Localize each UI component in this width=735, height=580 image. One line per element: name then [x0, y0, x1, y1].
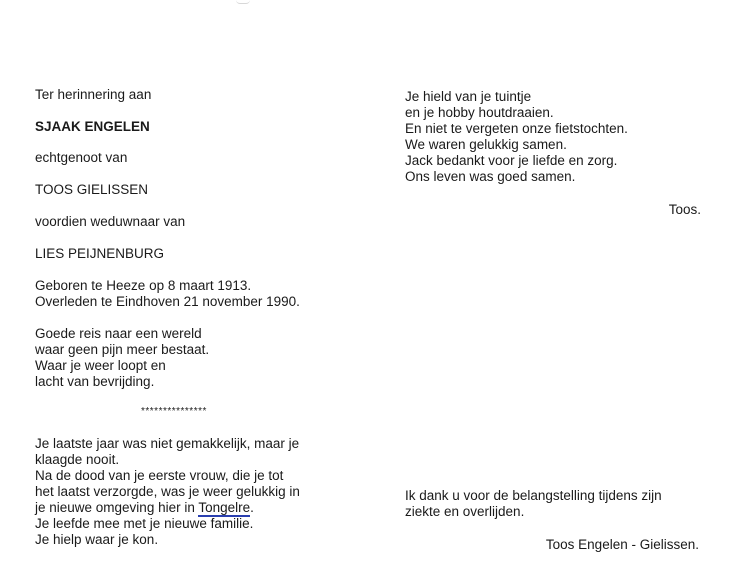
poem-line: Je hield van je tuintje — [405, 89, 532, 104]
poem-line: en je hobby houtdraaien. — [405, 105, 554, 120]
spouse-name: TOOS GIELISSEN — [35, 182, 149, 197]
paragraph-line: Na de dood van je eerste vrouw, die je tot — [35, 468, 284, 483]
poem-line: lacht van bevrijding. — [35, 374, 155, 389]
paragraph-line: het laatst verzorgde, was je weer gelukkig in — [35, 484, 300, 499]
place-name-underlined: Tongelre — [198, 500, 251, 515]
deceased-name: SJAAK ENGELEN — [35, 119, 150, 134]
thanks-note — [405, 488, 662, 520]
left-poem — [35, 326, 209, 390]
birth-line: Geboren te Heeze op 8 maart 1913. — [35, 278, 252, 293]
poem-line: Jack bedankt voor je liefde en zorg. — [405, 153, 618, 168]
relation-spouse-label: echtgenoot van — [35, 150, 128, 165]
paragraph-text: je nieuwe omgeving hier in — [35, 500, 199, 515]
thanks-line: ziekte en overlijden. — [405, 504, 525, 519]
paragraph-text: . — [250, 500, 254, 515]
poem-line: Ons leven was goed samen. — [405, 169, 576, 184]
intro-text: Ter herinnering aan — [35, 87, 152, 102]
paragraph-line: Je hielp waar je kon. — [35, 532, 159, 547]
paragraph-line — [35, 500, 300, 516]
closing-signature: Toos Engelen - Gielissen. — [545, 537, 699, 552]
former-spouse-name: LIES PEIJNENBURG — [35, 246, 165, 261]
paragraph-line: klaagde nooit. — [35, 452, 120, 467]
life-dates — [35, 278, 300, 310]
poem-line: Waar je weer loopt en — [35, 358, 166, 373]
relation-former-label: voordien weduwnaar van — [35, 214, 186, 229]
thanks-line: Ik dank u voor de belangstelling tijdens zijn — [405, 488, 662, 503]
right-poem — [405, 89, 628, 185]
poem-line: We waren gelukkig samen. — [405, 137, 567, 152]
poem-line: waar geen pijn meer bestaat. — [35, 342, 210, 357]
left-paragraph — [35, 436, 300, 548]
star-divider: *************** — [141, 406, 207, 417]
scan-artifact — [236, 0, 250, 4]
poem-line: Goede reis naar een wereld — [35, 326, 202, 341]
poem-line: En niet te vergeten onze fietstochten. — [405, 121, 628, 136]
paragraph-line: Je leefde mee met je nieuwe familie. — [35, 516, 254, 531]
death-line: Overleden te Eindhoven 21 november 1990. — [35, 294, 300, 309]
paragraph-line: Je laatste jaar was niet gemakkelijk, maar je — [35, 436, 300, 451]
signature: Toos. — [668, 202, 701, 217]
